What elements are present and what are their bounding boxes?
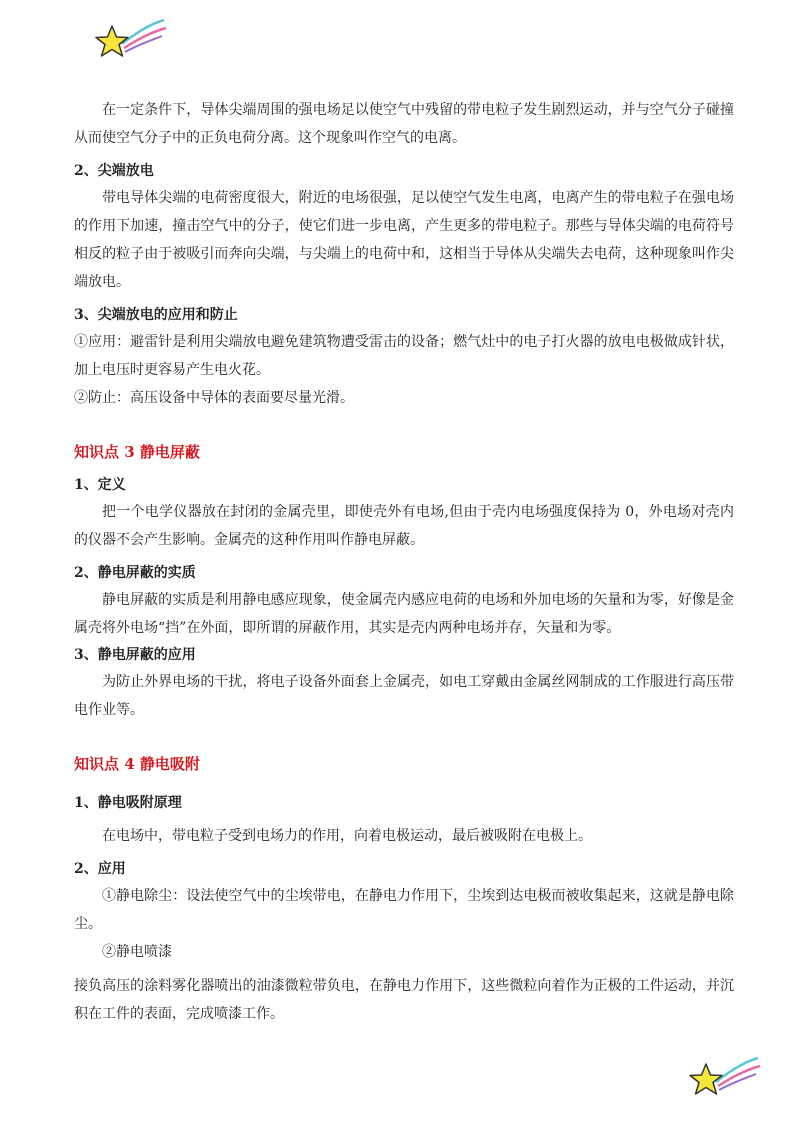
point-discharge-paragraph: 带电导体尖端的电荷密度很大，附近的电场很强，足以使空气发生电离，电离产生的带电粒子在强电场的作用下加速，撞击空气中的分子，使它们进一步电离，产生更多的带电粒子。那些与导体尖端的电荷符号相反的粒子由于被吸引而奔向尖端，与尖端上的电荷中和，这相当于导体从尖端失去电荷，这种现象叫作尖端放电。	[74, 190, 734, 290]
intro-paragraph: 在一定条件下，导体尖端周围的强电场足以使空气中残留的带电粒子发生剧烈运动，并与空气分子碰撞从而使空气分子中的正负电荷分离。这个现象叫作空气的电离。	[74, 102, 734, 146]
knowledge-point-4-heading: 知识点 4 静电吸附	[74, 755, 200, 773]
spray-painting-paragraph: 接负高压的涂料雾化器喷出的油漆微粒带负电，在静电力作用下，这些微粒向着作为正极的工件运动，并沉积在工件的表面，完成喷漆工作。	[74, 978, 734, 1022]
section-heading-discharge-application: 3、尖端放电的应用和防止	[74, 307, 238, 323]
application-paragraph: ①应用：避雷针是利用尖端放电避免建筑物遭受雷击的设备；燃气灶中的电子打火器的放电电极做成针状，加上电压时更容易产生电火花。	[74, 334, 734, 378]
main-content	[74, 96, 734, 1028]
shooting-star-icon	[92, 14, 172, 62]
shielding-essence-paragraph: 静电屏蔽的实质是利用静电感应现象，使金属壳内感应电荷的电场和外加电场的矢量和为零，好像是金属壳将外电场“挡”在外面，即所谓的屏蔽作用，其实是壳内两种电场并存，矢量和为零。	[74, 592, 734, 636]
shielding-essence-heading: 2、静电屏蔽的实质	[74, 565, 196, 581]
shooting-star-icon	[686, 1052, 766, 1100]
adsorption-principle-heading: 1、静电吸附原理	[74, 795, 182, 811]
section-heading-point-discharge: 2、尖端放电	[74, 163, 154, 179]
application-heading: 2、应用	[74, 861, 126, 877]
adsorption-principle-paragraph: 在电场中，带电粒子受到电场力的作用，向着电极运动，最后被吸附在电极上。	[102, 828, 592, 844]
shielding-application-heading: 3、静电屏蔽的应用	[74, 647, 196, 663]
definition-paragraph: 把一个电学仪器放在封闭的金属壳里，即使壳外有电场,但由于壳内电场强度保持为 0，外电场对壳内的仪器不会产生影响。金属壳的这种作用叫作静电屏蔽。	[74, 504, 734, 548]
definition-heading: 1、定义	[74, 477, 126, 493]
spray-painting-heading: ②静电喷漆	[102, 944, 172, 960]
dust-removal-paragraph: ①静电除尘：设法使空气中的尘埃带电，在静电力作用下，尘埃到达电极而被收集起来，这就是静电除尘。	[74, 888, 734, 932]
shielding-application-paragraph: 为防止外界电场的干扰，将电子设备外面套上金属壳，如电工穿戴由金属丝网制成的工作服进行高压带电作业等。	[74, 674, 734, 718]
prevention-paragraph: ②防止：高压设备中导体的表面要尽量光滑。	[74, 390, 354, 406]
knowledge-point-3-heading: 知识点 3 静电屏蔽	[74, 443, 200, 461]
